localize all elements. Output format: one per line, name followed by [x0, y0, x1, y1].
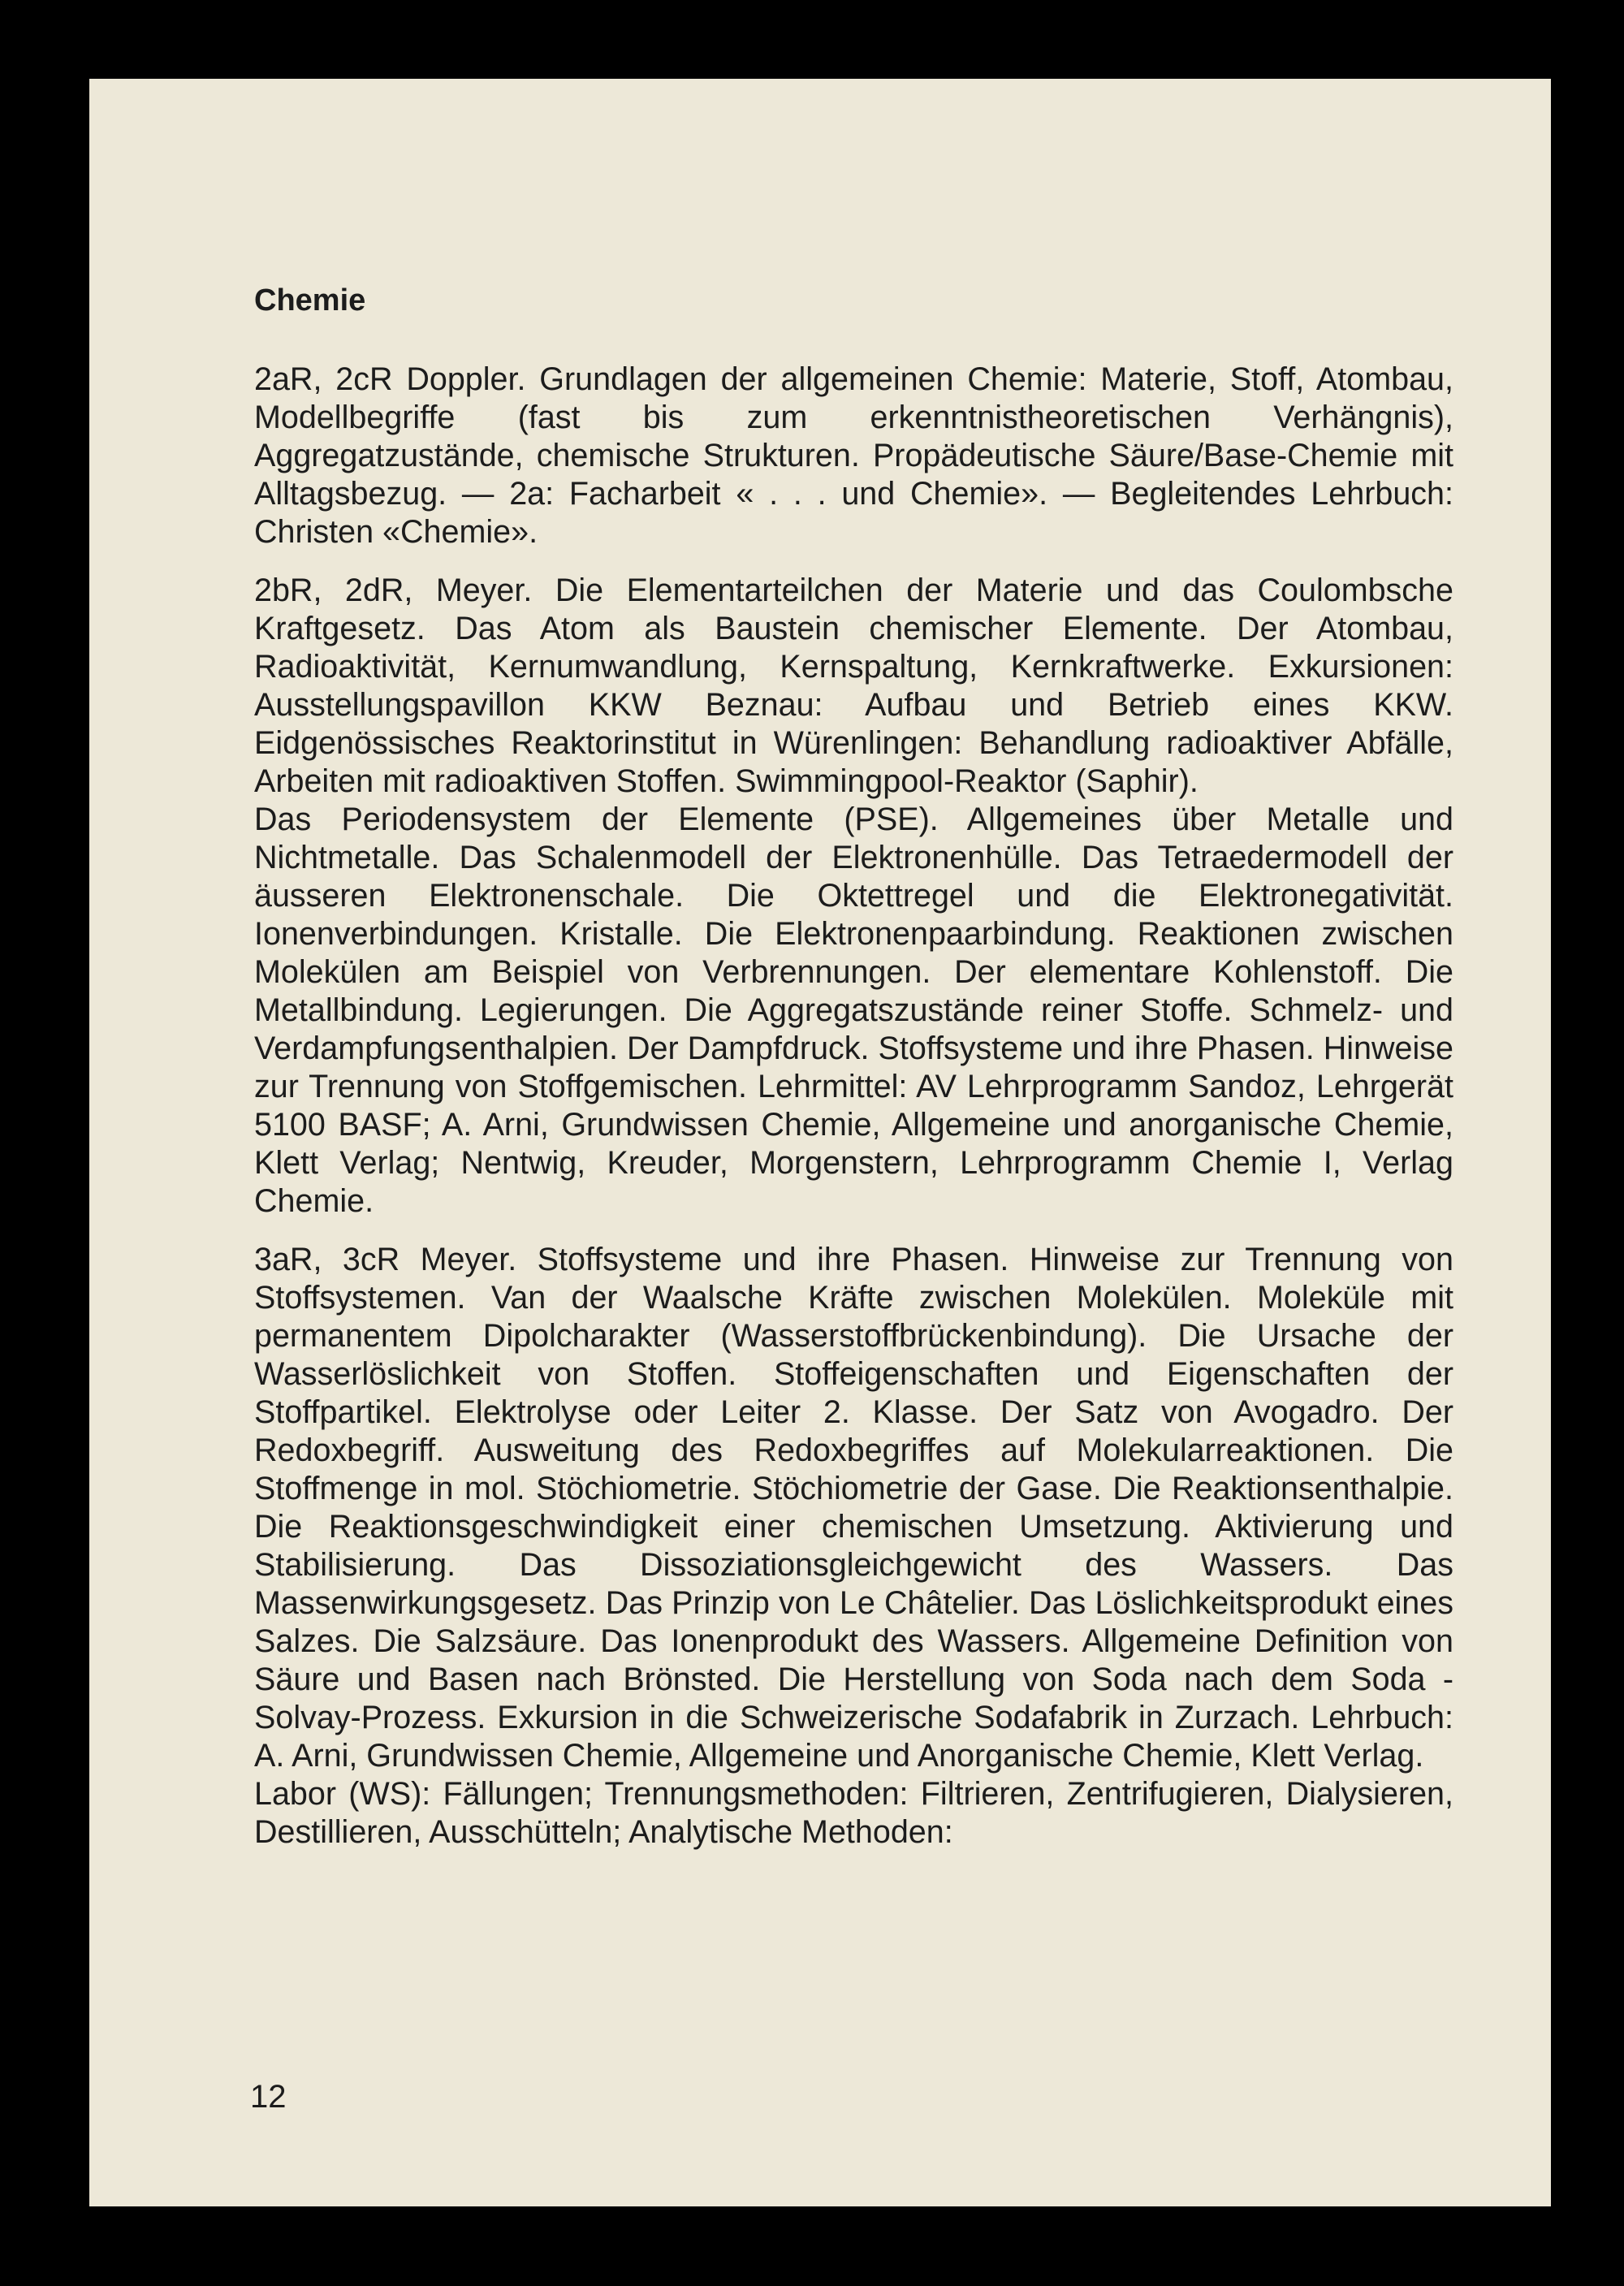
- paragraph-2ar-2cr: 2aR, 2cR Doppler. Grundlagen der allgemeinen Chemie: Materie, Stoff, Atombau, Modellbegriffe (fast bis zum erkenntnistheoretischen Verhängnis), Aggregatzustände, chemische Strukturen. Propädeutische Säure/Base-Chemie mit Alltagsbezug. — 2a: Facharbeit « . . . und Chemie». — Begleitendes Lehrbuch: Christen «Chemie».: [254, 361, 1453, 550]
- book-page: [89, 79, 1551, 2206]
- page-content: [254, 282, 1453, 1852]
- paragraph-labor: Labor (WS): Fällungen; Trennungsmethoden: Filtrieren, Zentrifugieren, Dialysieren, Destillieren, Ausschütteln; Analytische Methoden:: [254, 1776, 1453, 1850]
- page-number: 12: [250, 2079, 287, 2115]
- paragraph-periodensystem: Das Periodensystem der Elemente (PSE). Allgemeines über Metalle und Nichtmetalle. Das Schalenmodell der Elektronenhülle. Das Tetraedermodell der äusseren Elektronenschale. Die Oktettregel und die Elektronegativität. Ionenverbindungen. Kristalle. Die Elektronenpaarbindung. Reaktionen zwischen Molekülen am Beispiel von Verbrennungen. Der elementare Kohlenstoff. Die Metallbindung. Legierungen. Die Aggregatszustände reiner Stoffe. Schmelz- und Verdampfungsenthalpien. Der Dampfdruck. Stoffsysteme und ihre Phasen. Hinweise zur Trennung von Stoffgemischen. Lehrmittel: AV Lehrprogramm Sandoz, Lehrgerät 5100 BASF; A. Arni, Grundwissen Chemie, Allgemeine und anorganische Chemie, Klett Verlag; Nentwig, Kreuder, Morgenstern, Lehrprogramm Chemie I, Verlag Chemie.: [254, 802, 1453, 1219]
- paragraph-3ar-3cr: 3aR, 3cR Meyer. Stoffsysteme und ihre Phasen. Hinweise zur Trennung von Stoffsystemen. Van der Waalsche Kräfte zwischen Molekülen. Moleküle mit permanentem Dipolcharakter (Wasserstoffbrückenbindung). Die Ursache der Wasserlöslichkeit von Stoffen. Stoffeigenschaften und Eigenschaften der Stoffpartikel. Elektrolyse oder Leiter 2. Klasse. Der Satz von Avogadro. Der Redoxbegriff. Ausweitung des Redoxbegriffes auf Molekularreaktionen. Die Stoffmenge in mol. Stöchiometrie. Stöchiometrie der Gase. Die Reaktionsenthalpie. Die Reaktionsgeschwindigkeit einer chemischen Umsetzung. Aktivierung und Stabilisierung. Das Dissoziationsgleichgewicht des Wassers. Das Massenwirkungsgesetz. Das Prinzip von Le Châtelier. Das Löslichkeitsprodukt eines Salzes. Die Salzsäure. Das Ionenprodukt des Wassers. Allgemeine Definition von Säure und Basen nach Brönsted. Die Herstellung von Soda nach dem Soda - Solvay-Prozess. Exkursion in die Schweizerische Sodafabrik in Zurzach. Lehrbuch: A. Arni, Grundwissen Chemie, Allgemeine und Anorganische Chemie, Klett Verlag.: [254, 1242, 1453, 1774]
- paragraph-2br-2dr: 2bR, 2dR, Meyer. Die Elementarteilchen der Materie und das Coulombsche Kraftgesetz. Das Atom als Baustein chemischer Elemente. Der Atombau, Radioaktivität, Kernumwandlung, Kernspaltung, Kernkraftwerke. Exkursionen: Ausstellungspavillon KKW Beznau: Aufbau und Betrieb eines KKW. Eidgenössisches Reaktorinstitut in Würenlingen: Behandlung radioaktiver Abfälle, Arbeiten mit radioaktiven Stoffen. Swimmingpool-Reaktor (Saphir).: [254, 573, 1453, 799]
- section-heading: Chemie: [254, 283, 366, 318]
